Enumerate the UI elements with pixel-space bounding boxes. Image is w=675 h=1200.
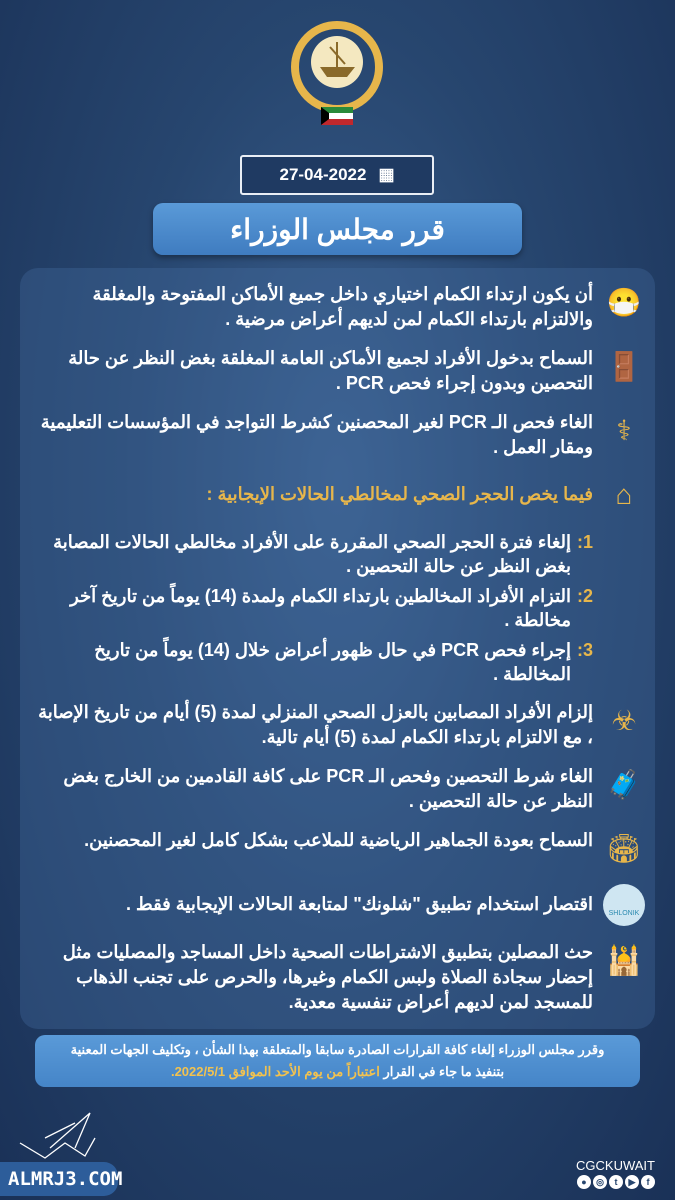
date-text: 27-04-2022: [279, 165, 367, 184]
traveler-icon: 🧳: [606, 769, 642, 800]
isolation-icon: ☣: [611, 705, 637, 736]
quarantine-points: [30, 530, 645, 686]
decisions-panel: [20, 268, 655, 1029]
content-flow: [20, 268, 655, 1087]
sailboat-logo-icon: [15, 1108, 110, 1163]
decision-row: [30, 884, 645, 926]
decision-row: [30, 828, 645, 870]
quarantine-heading: فيما يخص الحجر الصحي لمخالطي الحالات الإيجابية :: [206, 484, 593, 504]
decision-row: [30, 410, 645, 460]
decision-item: السماح بدخول الأفراد لجميع الأماكن العامة المغلقة بغض النظر عن حالة التحصين وبدون إجراء فحص PCR .: [68, 348, 593, 393]
instagram-icon[interactable]: ◎: [593, 1175, 607, 1189]
closing-note: وقرر مجلس الوزراء إلغاء كافة القرارات الصادرة سابقا والمتعلقة بهذا الشأن ، وتكليف الجهات المعنية بتنفيذ ما جاء في القرار اعتباراً من يوم الأحد الموافق 2022/5/1.: [35, 1035, 640, 1087]
pcr-test-icon: ⚕: [616, 415, 632, 446]
decision-item: أن يكون ارتداء الكمام اختياري داخل جميع الأماكن المفتوحة والمغلقة والالتزام بارتداء الكمام لمن لديهم أعراض مرضية .: [92, 284, 593, 329]
shlonik-app-icon: SHLONIK: [603, 884, 645, 926]
social-account: CGCKUWAIT ● ◎ t ▶ f: [576, 1158, 655, 1187]
decision-item: حث المصلين بتطبيق الاشتراطات الصحية داخل المساجد والمصليات مثل إحضار سجادة الصلاة ولبس الكمام وغيرها، والحرص على تجنب الذهاب للمسجد لمن لديهم أعراض تنفسية معدية.: [62, 942, 593, 1012]
quarantine-point: 2: التزام الأفراد المخالطين بارتداء الكمام ولمدة (14) يوماً من تاريخ آخر مخالطة .: [70, 586, 593, 630]
decision-item: إلزام الأفراد المصابين بالعزل الصحي المنزلي لمدة (5) أيام من تاريخ الإصابة ، مع الالتزام بارتداء الكمام لمدة (5) أيام تالية.: [38, 702, 593, 747]
snapchat-icon[interactable]: ●: [577, 1175, 591, 1189]
mosque-icon: 🕌: [606, 945, 642, 976]
quarantine-point: 3: إجراء فحص PCR في حال ظهور أعراض خلال (14) يوماً من تاريخ المخالطة .: [94, 640, 593, 684]
door-entry-icon: 🚪: [606, 351, 642, 382]
quarantine-point: 1: إلغاء فترة الحجر الصحي المقررة على الأفراد مخالطي الحالات المصابة بغض النظر عن حالة التحصين .: [53, 532, 593, 576]
decision-item: اقتصار استخدام تطبيق "شلونك" لمتابعة الحالات الإيجابية فقط .: [125, 894, 593, 914]
decision-row: [30, 700, 645, 750]
decision-row: [30, 764, 645, 814]
stadium-icon: 🏟: [606, 833, 642, 864]
decision-row: [30, 940, 645, 1015]
page-title: قرر مجلس الوزراء: [153, 203, 522, 255]
decision-item: السماح بعودة الجماهير الرياضية للملاعب بشكل كامل لغير المحصنين.: [84, 830, 593, 850]
kuwait-emblem-logo: [285, 12, 390, 142]
twitter-icon[interactable]: t: [609, 1175, 623, 1189]
face-mask-icon: 😷: [606, 287, 642, 318]
decision-row: [30, 282, 645, 332]
brand-watermark: ALMRJ3.COM: [0, 1162, 118, 1196]
facebook-icon[interactable]: f: [641, 1175, 655, 1189]
decision-item: الغاء شرط التحصين وفحص الـ PCR على كافة القادمين من الخارج بغض النظر عن حالة التحصين .: [63, 766, 593, 811]
calendar-icon: ▦: [378, 165, 395, 184]
quarantine-row: [30, 474, 645, 516]
decision-row: [30, 346, 645, 396]
decision-item: الغاء فحص الـ PCR لغير المحصنين كشرط التواجد في المؤسسات التعليمية ومقار العمل .: [40, 412, 593, 457]
youtube-icon[interactable]: ▶: [625, 1175, 639, 1189]
home-quarantine-icon: ⌂: [615, 479, 633, 510]
date-box: [240, 155, 434, 195]
